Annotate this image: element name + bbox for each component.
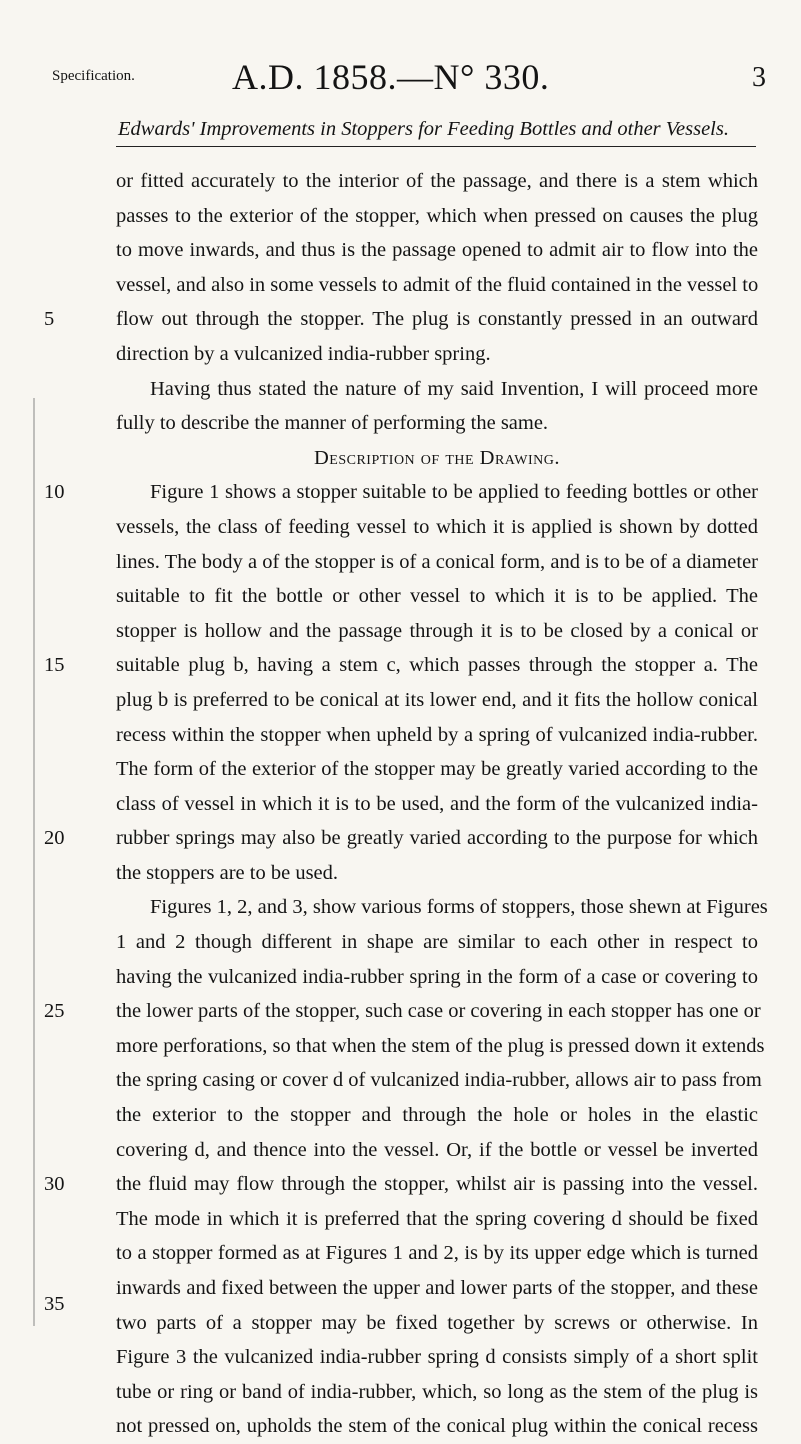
text-line: or fitted accurately to the interior of the passage, and there is a stem which (116, 170, 758, 192)
text-line: to move inwards, and thus is the passage opened to admit air to flow into the (116, 239, 758, 262)
page-header (0, 40, 801, 97)
line-number: 10 (44, 481, 65, 503)
text-line: Figures 1, 2, and 3, show various forms of stoppers, those shewn at Figures (150, 896, 768, 919)
specification-label: Specification. (52, 68, 135, 84)
text-line: lines. The body a of the stopper is of a conical form, and is to be of a diameter (116, 550, 758, 573)
text-line: not pressed on, upholds the stem of the conical plug within the conical recess (116, 1415, 758, 1438)
text-line: plug b is preferred to be conical at its lower end, and it fits the hollow conical (116, 688, 758, 711)
text-line: suitable to fit the bottle or other vessel to which it is to be applied. The (116, 585, 758, 608)
section-heading: Description of the Drawing. (313, 446, 561, 469)
text-line: to a stopper formed as at Figures 1 and 2, is by its upper edge which is turned (116, 1242, 758, 1265)
line-number: 25 (44, 1000, 65, 1022)
text-line: vessel, and also in some vessels to admit of the fluid contained in the vessel to (116, 273, 759, 296)
margin-bar (33, 398, 35, 1326)
text-line: having the vulcanized india-rubber spring in the form of a case or covering to (116, 965, 758, 988)
text-line: two parts of a stopper may be fixed together by screws or otherwise. In (116, 1311, 758, 1334)
line-number: 30 (44, 1173, 65, 1195)
text-line: The form of the exterior of the stopper may be greatly varied according to the (116, 758, 758, 781)
text-line: The mode in which it is preferred that the spring covering d should be fixed (116, 1207, 758, 1230)
text-line: the lower parts of the stopper, such case or covering in each stopper has one or (116, 1000, 761, 1023)
text-line: 1 and 2 though different in shape are similar to each other in respect to (116, 931, 758, 954)
text-line: the spring casing or cover d of vulcanized india-rubber, allows air to pass from (116, 1069, 762, 1092)
text-line: Having thus stated the nature of my said Invention, I will proceed more (150, 377, 758, 400)
text-line: stopper is hollow and the passage through it is to be closed by a conical or (116, 619, 758, 642)
page-number: 3 (752, 62, 766, 93)
line-number: 20 (44, 827, 65, 849)
text-line: flow out through the stopper. The plug is constantly pressed in an outward (116, 308, 758, 331)
text-line: the exterior to the stopper and through the hole or holes in the elastic (116, 1104, 758, 1127)
text-line: suitable plug b, having a stem c, which passes through the stopper a. The (116, 654, 758, 677)
text-line: class of vessel in which it is to be used, and the form of the vulcanized india- (116, 792, 758, 815)
text-line: Figure 1 shows a stopper suitable to be applied to feeding bottles or other (150, 481, 758, 504)
text-line: covering d, and thence into the vessel. Or, if the bottle or vessel be inverted (116, 1138, 758, 1161)
patent-title: A.D. 1858.—N° 330. (232, 57, 550, 97)
line-number: 15 (44, 654, 65, 676)
running-head: Edwards' Improvements in Stoppers for Feeding Bottles and other Vessels. (118, 118, 729, 140)
line-number: 35 (44, 1293, 65, 1315)
text-line: more perforations, so that when the stem of the plug is pressed down it extends (116, 1034, 765, 1057)
text-line: the stoppers are to be used. (116, 861, 339, 884)
text-line: vessels, the class of feeding vessel to which it is applied is shown by dotted (116, 515, 758, 538)
text-line: inwards and fixed between the upper and lower parts of the stopper, and these (116, 1277, 758, 1299)
text-line: Figure 3 the vulcanized india-rubber spring d consists simply of a short split (116, 1346, 758, 1369)
text-line: direction by a vulcanized india-rubber spring. (116, 342, 491, 365)
text-line: fully to describe the manner of performing the same. (116, 412, 549, 435)
text-line: recess within the stopper when upheld by a spring of vulcanized india-rubber. (116, 723, 758, 746)
text-line: rubber springs may also be greatly varied according to the purpose for which (116, 827, 758, 850)
body-text (116, 164, 768, 1444)
header-rule (116, 146, 756, 147)
text-line: passes to the exterior of the stopper, which when pressed on causes the plug (116, 204, 758, 227)
line-number: 5 (44, 308, 55, 330)
text-line: the fluid may flow through the stopper, whilst air is passing into the vessel. (116, 1173, 758, 1196)
text-line: tube or ring or band of india-rubber, which, so long as the stem of the plug is (116, 1380, 758, 1403)
